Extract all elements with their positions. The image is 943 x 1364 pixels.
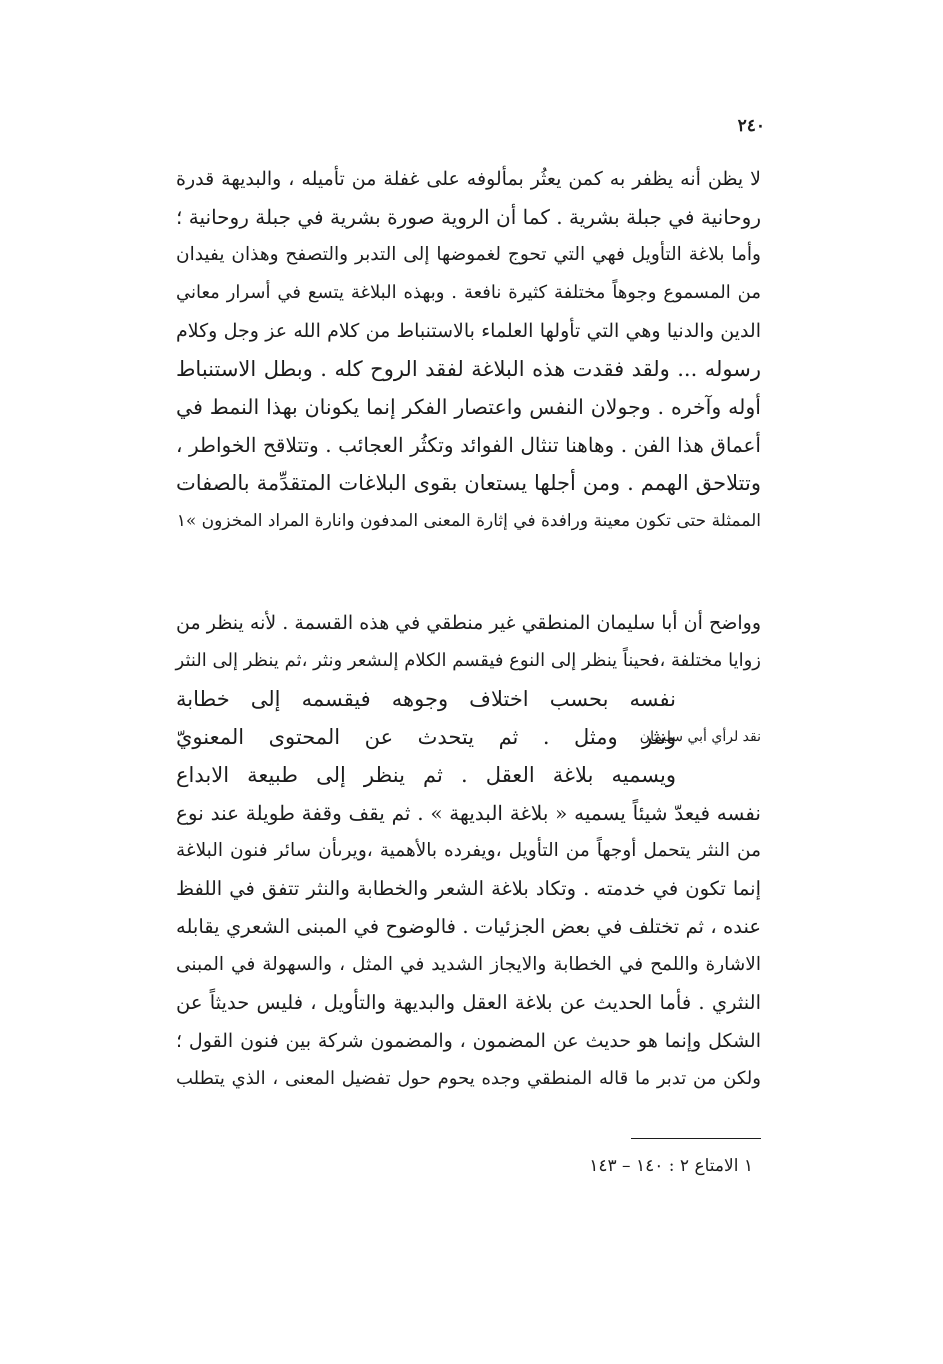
page-number: ٢٤٠ [737, 116, 765, 136]
paragraph-quote [176, 160, 761, 540]
text-line: من المسموع وجوهاً مختلفة كثيرة نافعة . وبهذه البلاغة يتسع في أسرار معاني [176, 282, 761, 303]
text-line: عنده ، ثم تختلف في بعض الجزئيات . فالوضوح في المبنى الشعري يقابله [176, 915, 761, 938]
footnote: ١ الامتاع ٢ : ١٤٠ – ١٤٣ [589, 1156, 753, 1176]
text-line: الدين والدنيا وهي التي تأولها العلماء بالاستنباط من كلام الله عز وجل وكلام [176, 320, 761, 342]
text-line: لا يظن أنه يظفر به كمن يعثُر بمألوفه على غفلة من تأميله ، والبديهة قدرة [176, 168, 761, 190]
text-line: ويسميه بلاغة العقل . ثم ينظر إلى طبيعة الابداع [176, 763, 676, 787]
paragraph-critique [176, 604, 761, 1098]
text-line: نفسه فيعدّ شيئاً يسميه « بلاغة البديهة » . ثم يقف وقفة طويلة عند نوع [176, 801, 761, 825]
text-line: وواضح أن أبا سليمان المنطقي غير منطقي في هذه القسمة . لأنه ينظر من [176, 612, 761, 634]
text-line: من النثر يتحمل أوجهاً من التأويل ،ويفرده بالأهمية ،ويرىأن سائر فنون البلاغة [176, 840, 761, 861]
text-line: الشكل وإنما هو حديث عن المضمون ، والمضمون شركة بين فنون القول ؛ [176, 1030, 761, 1052]
footnote-divider [631, 1138, 761, 1139]
text-line: النثري . فأما الحديث عن بلاغة العقل والبديهة والتأويل ، فليس حديثاً عن [176, 991, 761, 1014]
text-line: الممثلة حتى تكون معينة ورافدة في إثارة المعنى المدفون وانارة المراد المخزون »١ [176, 511, 761, 531]
text-line: أوله وآخره . وجولان النفس واعتصار الفكر إنما يكونان بهذا النمط في [176, 395, 761, 419]
margin-note: نقد لرأي أبي سليمان [639, 729, 761, 745]
text-line: رسوله ... ولقد فقدت هذه البلاغة لفقد الروح كله . وبطل الاستنباط [176, 357, 761, 381]
text-line: وأما بلاغة التأويل فهي التي تحوج لغموضها إلى التدبر والتصفح وهذان يفيدان [176, 244, 761, 265]
text-line: روحانية في جبلة بشرية . كما أن الروية صورة بشرية في جبلة روحانية ؛ [176, 205, 761, 229]
text-line: ونثر ومثل . ثم يتحدث عن المحتوى المعنويّ [176, 725, 676, 749]
text-line: وتتلاحق الهمم . ومن أجلها يستعان بقوى البلاغات المتقدِّمة بالصفات [176, 471, 761, 495]
text-line: أعماق هذا الفن . وهاهنا تنثال الفوائد وتكثُر العجائب . وتتلاقح الخواطر ، [176, 433, 761, 457]
text-line: نفسه بحسب اختلاف وجوهه فيقسمه إلى خطابة [176, 687, 676, 711]
text-line: ولكن من تدبر ما قاله المنطقي وجده يحوم حول تفضيل المعنى ، الذي يتطلب [176, 1068, 761, 1089]
text-line: زوايا مختلفة ،فحيناً ينظر إلى النوع فيقسم الكلام إلىشعر ونثر ،ثم ينظر إلى النثر [175, 650, 761, 671]
text-line: الاشارة واللمح في الخطابة والايجاز الشديد في المثل ، والسهولة في المبنى [176, 954, 761, 975]
text-line: إنما تكون في خدمته . وتكاد بلاغة الشعر والخطابة والنثر تتفق في اللفظ [176, 877, 761, 900]
